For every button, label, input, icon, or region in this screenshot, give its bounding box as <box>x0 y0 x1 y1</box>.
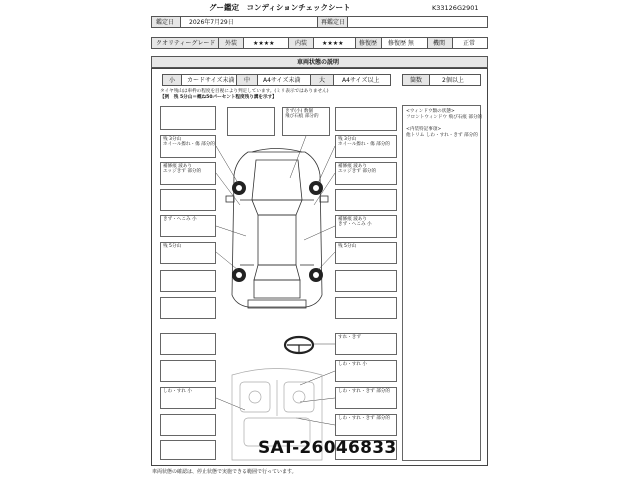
interior-notes-heading: <内装特記事項> <box>406 127 442 132</box>
tire-note-example: 【例 残 5分山＝概ね50パーセント程度残り溝を示す】 <box>160 95 277 100</box>
callout-steering-wheel: すれ・きず <box>338 335 361 340</box>
sheet-code: K33126G2901 <box>432 4 479 12</box>
callout-right-rear-tire: 残 5分山 <box>338 244 357 249</box>
callout-front-top: きず(小) 数個 飛び石痕 部分的 <box>285 109 319 120</box>
callout-interior-right-3: しわ・すれ・きず 部分的 <box>338 416 390 421</box>
repair-label: 修復歴 <box>359 40 378 47</box>
size-small: 小 <box>169 77 176 84</box>
car-top-view <box>226 149 328 309</box>
car-tires <box>232 181 323 282</box>
footer-note: 車両状態の確認は、停止状態で実施できる範囲で行っています。 <box>152 469 297 475</box>
callout-right-front-tire: 残 3分山 ホイール擦れ・傷 部分的 <box>338 137 390 148</box>
callout-right-fender: 補修痕 波あり エッジきず 部分的 <box>338 164 377 175</box>
size-medium-desc: A4サイズ未満 <box>263 77 301 84</box>
size-small-desc: カードサイズ未満 <box>187 77 235 84</box>
interior-stars: ★★★★ <box>322 40 344 47</box>
appraisal-date-value: 2026年7月29日 <box>189 19 234 26</box>
engine-label: 機関 <box>433 40 446 47</box>
callout-left-fender: 補修痕 波あり エッジきず 部分的 <box>163 164 202 175</box>
size-medium: 中 <box>244 77 251 84</box>
callout-left-front-tire: 残 3分山 ホイール擦れ・傷 部分的 <box>163 137 215 148</box>
exterior-stars: ★★★★ <box>253 40 275 47</box>
appraisal-date-label: 鑑定日 <box>156 19 175 26</box>
count-label: 箇数 <box>410 77 423 84</box>
size-large: 大 <box>319 77 326 84</box>
tire-note: タイヤ残山は車枠の程度を目視により判定しています。(ミリ表示ではありません) <box>160 89 329 94</box>
interior-notes-value: 他トリム しわ・すれ・きず 部分的 <box>406 133 478 138</box>
callout-left-mid: きず・へこみ 小 <box>163 217 197 222</box>
callout-interior-left: しわ・すれ 小 <box>163 389 193 394</box>
callout-left-rear-tire: 残 5分山 <box>163 244 182 249</box>
engine-value: 正常 <box>463 40 476 47</box>
callout-right-mid: 補修痕 波あり きず・へこみ 小 <box>338 217 372 228</box>
size-large-desc: A4サイズ以上 <box>342 77 380 84</box>
reappraisal-date-label: 再鑑定日 <box>321 19 346 26</box>
callout-interior-right-1: しわ・すれ 小 <box>338 362 368 367</box>
exterior-label: 外装 <box>225 40 238 47</box>
interior-label: 内装 <box>295 40 308 47</box>
count-value: 2個以上 <box>442 77 464 84</box>
stock-number-stamp: SAT-26046833 <box>258 438 397 458</box>
steering-wheel-icon <box>285 337 313 353</box>
quality-grade-label: クオリティーグレード <box>156 40 216 47</box>
repair-value: 修復歴 無 <box>388 40 414 47</box>
section-title: 車両状態の説明 <box>297 59 340 66</box>
window-condition-heading: <ウィンドウ類の状態> <box>406 109 455 114</box>
callout-interior-right-2: しわ・すれ・きず 部分的 <box>338 389 390 394</box>
window-condition-value: フロントウィンドウ 飛び石痕 部分的 <box>406 115 483 120</box>
sheet-title: グー鑑定 コンディションチェックシート <box>209 3 351 12</box>
